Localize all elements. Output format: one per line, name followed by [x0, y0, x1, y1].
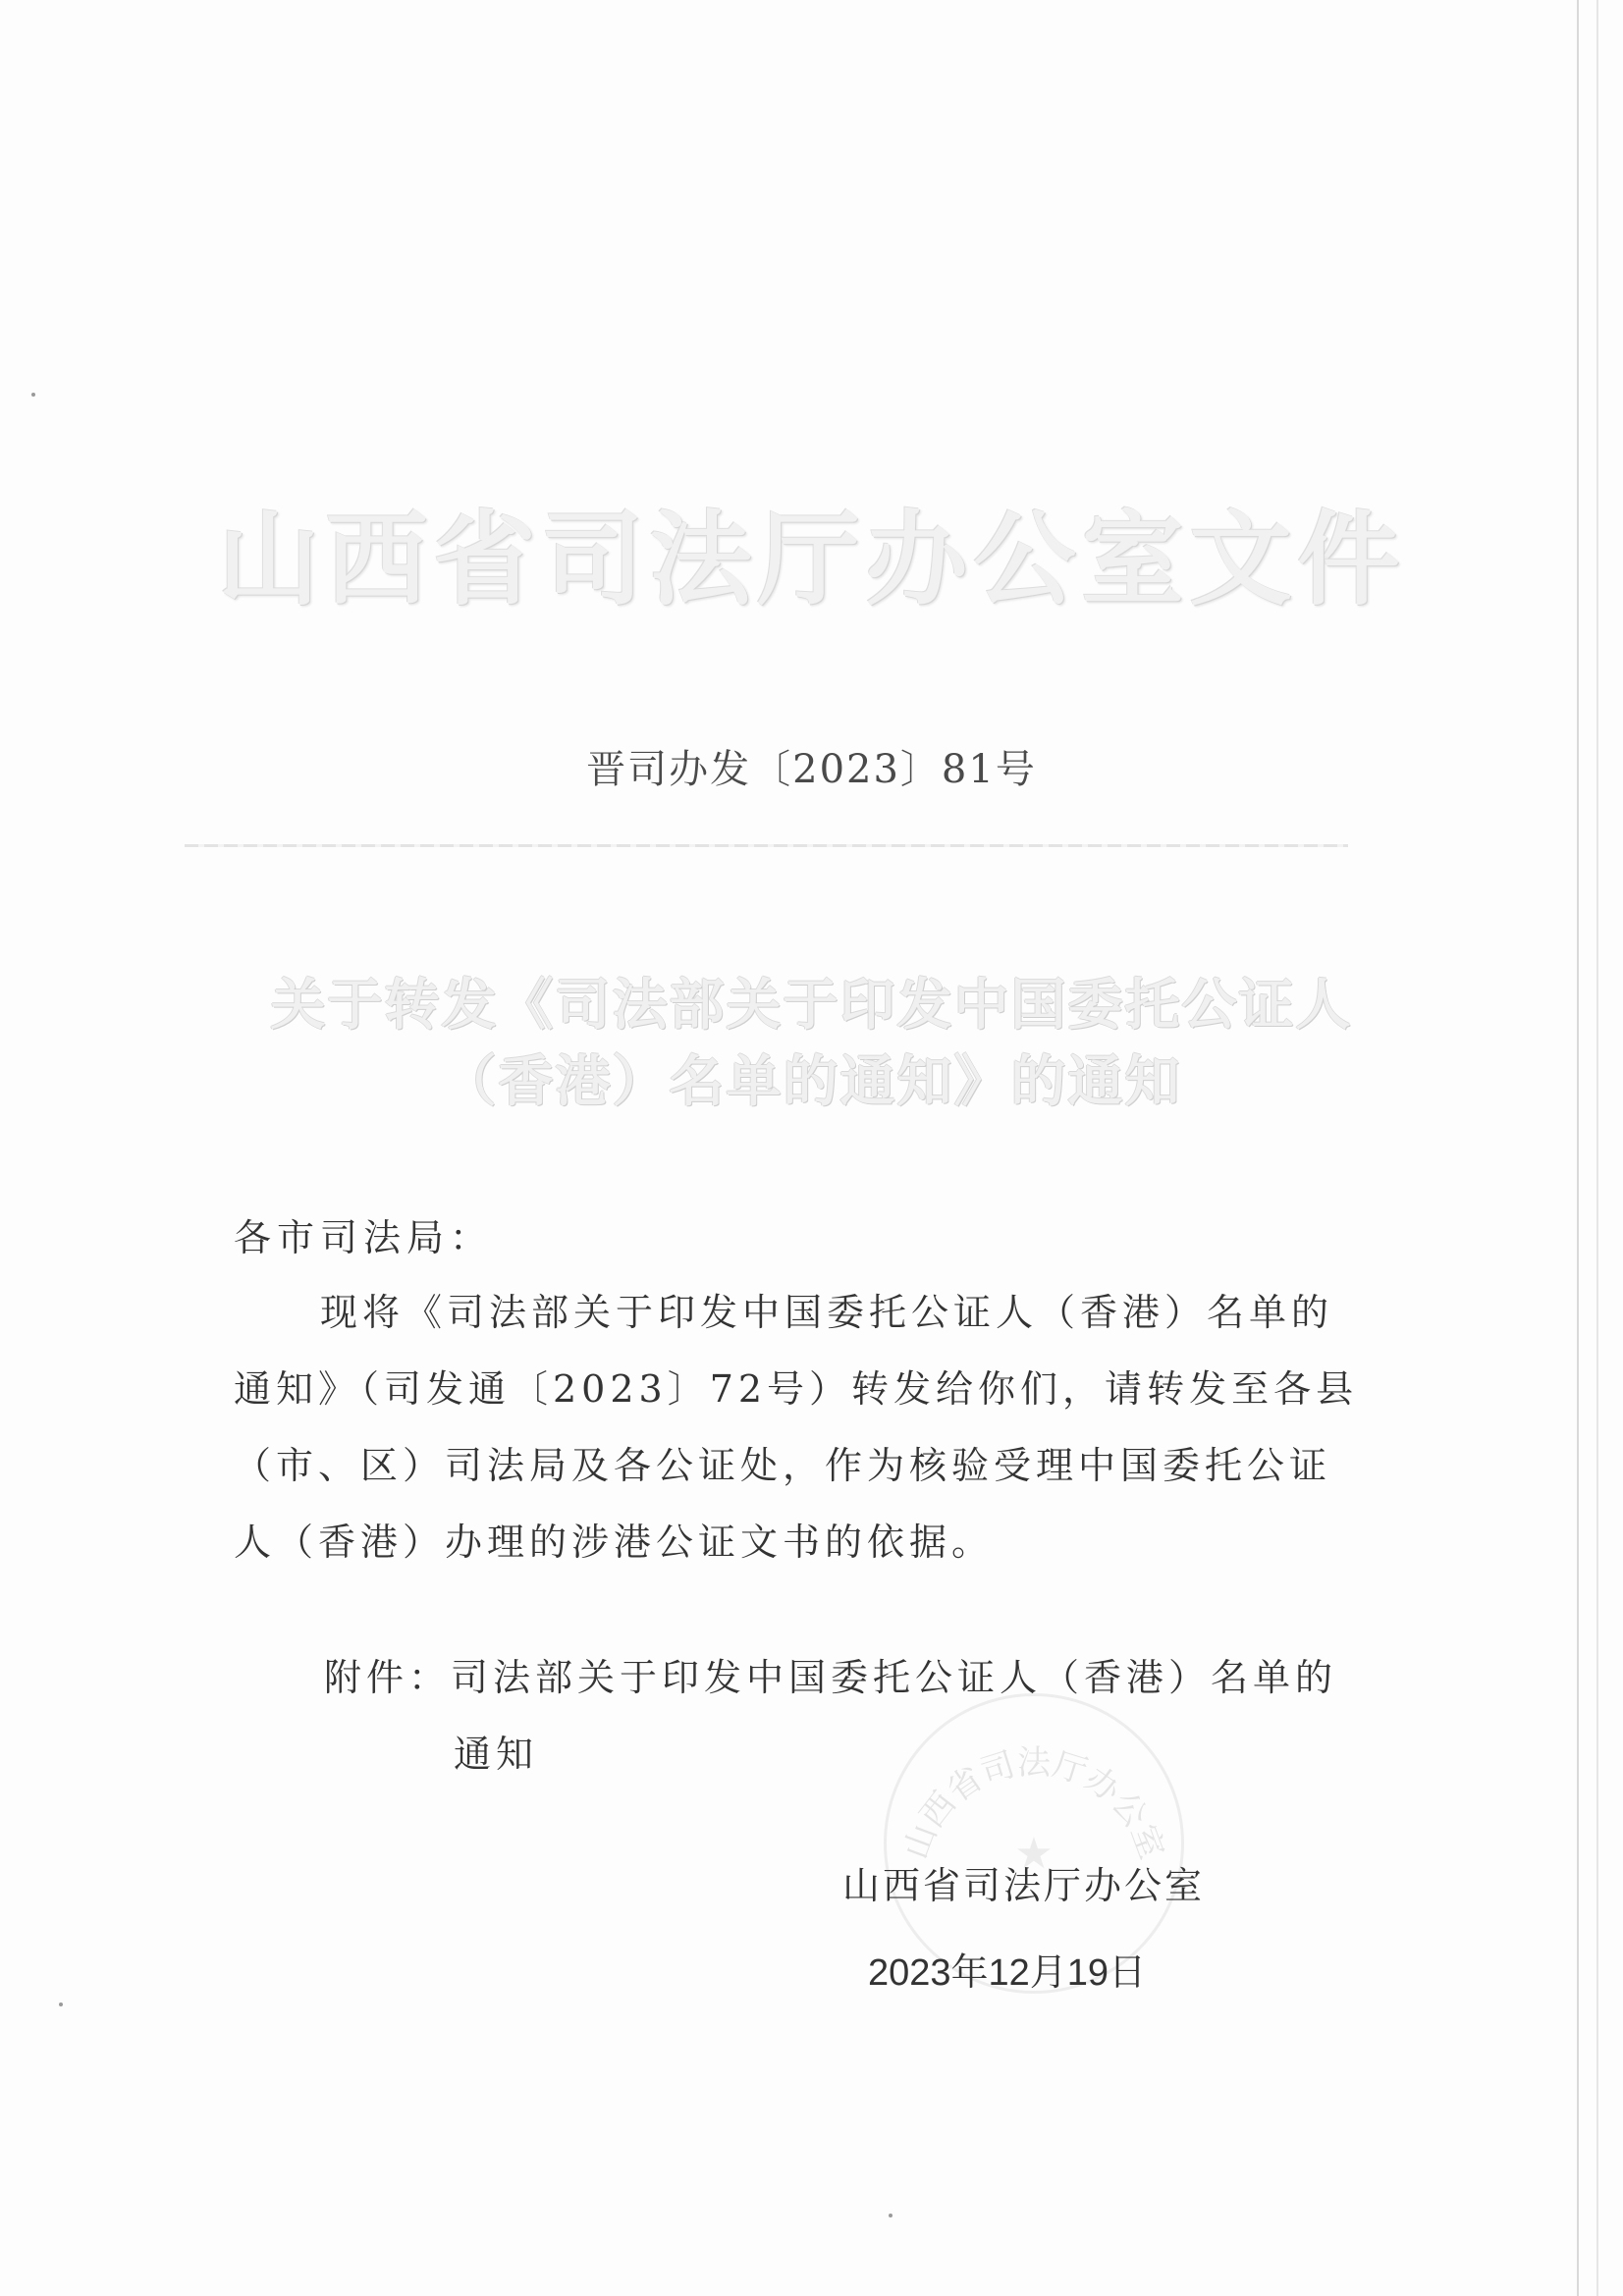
title-line: 关于转发《司法部关于印发中国委托公证人	[270, 973, 1353, 1038]
issuer-signature: 山西省司法厅办公室	[842, 1864, 1206, 1907]
attachment-line: 附件：司法部关于印发中国委托公证人（香港）名单的	[324, 1656, 1338, 1699]
attachment-line: 通知	[454, 1733, 539, 1776]
paragraph-line: 现将《司法部关于印发中国委托公证人（香港）名单的	[320, 1291, 1334, 1334]
paragraph-line: 人（香港）办理的涉港公证文书的依据。	[234, 1521, 995, 1564]
scan-speck	[889, 2214, 893, 2217]
scan-speck	[59, 2002, 63, 2006]
svg-text:★: ★	[1014, 1829, 1054, 1879]
scan-speck	[31, 393, 35, 397]
attachment-note	[324, 1639, 1337, 1792]
agency-banner: 山西省司法厅办公室文件	[217, 499, 1406, 619]
scan-edge-line	[1577, 0, 1579, 2296]
title-line: （香港）名单的通知》的通知	[441, 1049, 1182, 1114]
scan-edge-line	[1596, 0, 1598, 2296]
salutation: 各市司法局：	[234, 1216, 494, 1259]
seal-text: 山西省司法厅办公室	[896, 1743, 1171, 1865]
document-number: 晋司办发〔2023〕81号	[586, 747, 1037, 792]
body-paragraph	[234, 1274, 1359, 1580]
header-divider	[185, 844, 1348, 847]
paragraph-line: 通知》（司发通〔2023〕72号）转发给你们，请转发至各县	[234, 1367, 1359, 1411]
issue-date: 2023年12月19日	[868, 1952, 1147, 1994]
paragraph-line: （市、区）司法局及各公证处，作为核验受理中国委托公证	[234, 1444, 1332, 1487]
document-title	[0, 967, 1623, 1120]
